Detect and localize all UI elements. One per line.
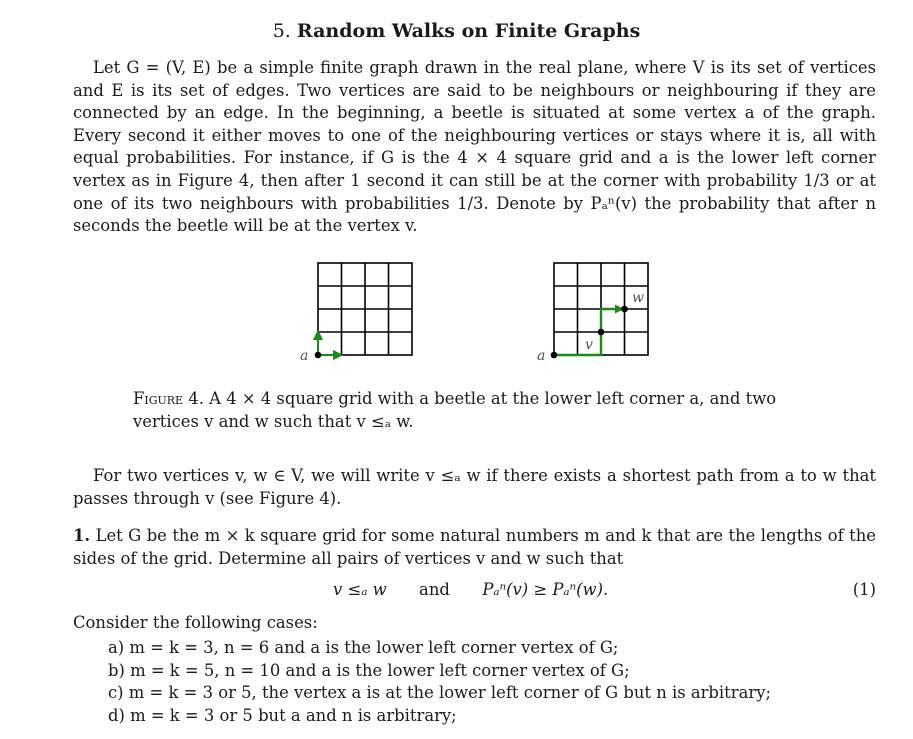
equation-and: and bbox=[419, 580, 450, 599]
right-vertex-a-dot bbox=[551, 352, 558, 359]
intro-line-2: and E is its set of edges. Two vertices are said to be neighbours or neighbouring if they are bbox=[73, 80, 876, 100]
figure-4-svg bbox=[0, 256, 913, 376]
figure-caption bbox=[133, 388, 823, 433]
left-vertex-a-dot bbox=[315, 352, 322, 359]
left-label-a: a bbox=[300, 348, 309, 364]
equation-tag: (1) bbox=[852, 580, 876, 599]
equation-body bbox=[333, 580, 608, 599]
definition-line-2: that passes through v (see Figure 4). bbox=[73, 466, 876, 508]
problem-1-paragraph bbox=[73, 525, 876, 570]
intro-line-7: at one of its two neighbours with probabilities 1/3. Denote by Pₐⁿ(v) the probability that after bbox=[73, 170, 876, 213]
section-title bbox=[0, 20, 913, 42]
definition-paragraph bbox=[73, 465, 876, 510]
caption-label: Figure 4. bbox=[133, 389, 204, 408]
intro-line-4: Every second it either moves to one of the neighbouring vertices or stays where it is, all with bbox=[73, 125, 876, 145]
left-grid bbox=[318, 263, 412, 355]
section-title-text: Random Walks on Finite Graphs bbox=[296, 20, 641, 42]
equation-left: v ≤ₐ w bbox=[333, 580, 387, 599]
intro-line-5: equal probabilities. For instance, if G is the 4 × 4 square grid and a is the lower left corner bbox=[73, 148, 876, 168]
intro-line-3: connected by an edge. In the beginning, a beetle is situated at some vertex a of the graph. bbox=[73, 103, 876, 123]
problem-line-2: the sides of the grid. Determine all pairs of vertices v and w such that bbox=[73, 526, 876, 568]
case-c: c) m = k = 3 or 5, the vertex a is at the lower left corner of G but n is arbitrary; bbox=[108, 683, 771, 703]
right-label-a: a bbox=[537, 348, 546, 364]
right-label-v: v bbox=[585, 337, 593, 353]
intro-line-1: Let G = (V, E) be a simple finite graph drawn in the real plane, where V is its set of vertices bbox=[93, 58, 876, 77]
intro-paragraph bbox=[73, 57, 876, 238]
definition-line-1: For two vertices v, w ∈ V, we will write v ≤ₐ w if there exists a shortest path from a to w bbox=[93, 466, 837, 485]
figure-4 bbox=[0, 256, 913, 376]
problem-line-1: Let G be the m × k square grid for some natural numbers m and k that are the lengths of bbox=[95, 526, 844, 545]
right-vertex-v-dot bbox=[598, 329, 605, 336]
section-number: 5. bbox=[272, 20, 291, 42]
case-b: b) m = k = 5, n = 10 and a is the lower left corner vertex of G; bbox=[108, 660, 630, 680]
intro-line-8: n seconds the beetle will be at the vertex v. bbox=[73, 193, 876, 236]
cases-lead: Consider the following cases: bbox=[73, 613, 318, 632]
intro-line-6: vertex as in Figure 4, then after 1 second it can still be at the corner with probability 1/3 or bbox=[73, 170, 854, 190]
caption-line-2: vertices v and w such that v ≤ₐ w. bbox=[133, 411, 414, 431]
cases-list bbox=[108, 637, 771, 727]
case-a: a) m = k = 3, n = 6 and a is the lower left corner vertex of G; bbox=[108, 638, 619, 657]
case-d: d) m = k = 3 or 5 but a and n is arbitrary; bbox=[108, 705, 457, 725]
right-vertex-w-dot bbox=[621, 306, 628, 313]
problem-number: 1. bbox=[73, 526, 91, 545]
right-label-w: w bbox=[632, 290, 644, 306]
caption-line-1: A 4 × 4 square grid with a beetle at the lower left corner a, and two bbox=[209, 389, 777, 408]
equation-right: Pₐⁿ(v) ≥ Pₐⁿ(w). bbox=[482, 580, 609, 599]
equation-1 bbox=[73, 580, 876, 604]
